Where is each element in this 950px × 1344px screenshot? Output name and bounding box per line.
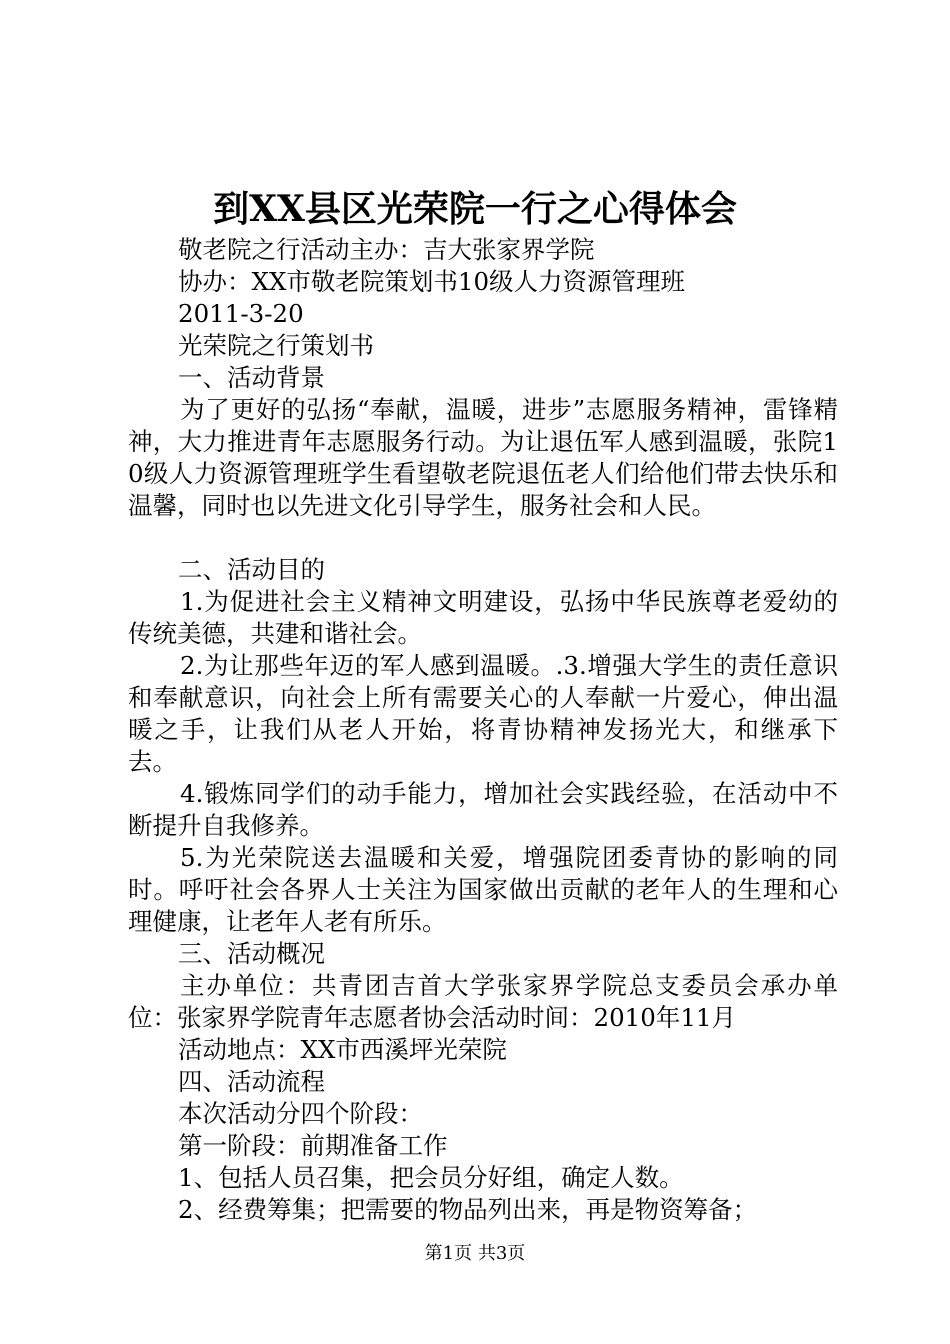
section3-heading: 三、活动概况 — [178, 939, 325, 968]
stage1-line: 第一阶段：前期准备工作 — [178, 1131, 448, 1160]
goal-4-paragraph: 4.锻炼同学们的动手能力，增加社会实践经验，在活动中不断提升自我修养。 — [128, 779, 838, 840]
section1-heading: 一、活动背景 — [178, 363, 325, 392]
organizer-line: 敬老院之行活动主办：吉大张家界学院 — [178, 235, 595, 264]
stages-intro-line: 本次活动分四个阶段： — [178, 1099, 423, 1128]
goal-2-paragraph: 2.为让那些年迈的军人感到温暖。.3.增强大学生的责任意识和奉献意识，向社会上所有需要关心的人奉献一片爱心，伸出温暖之手，让我们从老人开始，将青协精神发扬光大，和继承下去。 — [128, 651, 838, 776]
document-body — [128, 234, 838, 1226]
goal-5-paragraph: 5.为光荣院送去温暖和关爱，增强院团委青协的影响的同时。呼吁社会各界人士关注为国家做出贡献的老年人的生理和心理健康，让老年人老有所乐。 — [128, 843, 838, 936]
section4-heading: 四、活动流程 — [178, 1067, 325, 1096]
page-footer: 第1页 共3页 — [424, 1243, 526, 1264]
blank-line — [128, 522, 838, 554]
step2-line: 2、经费筹集；把需要的物品列出来，再是物资筹备； — [178, 1195, 758, 1224]
section2-heading: 二、活动目的 — [178, 555, 325, 584]
step1-line: 1、包括人员召集，把会员分好组，确定人数。 — [178, 1163, 684, 1192]
goal-1-paragraph: 1.为促进社会主义精神文明建设，弘扬中华民族尊老爱幼的传统美德，共建和谐社会。 — [128, 587, 838, 648]
overview-paragraph: 主办单位：共青团吉首大学张家界学院总支委员会承办单位：张家界学院青年志愿者协会活动时间：2010年11月 — [128, 971, 838, 1032]
date-line: 2011-3-20 — [178, 299, 304, 328]
section1-paragraph: 为了更好的弘扬“奉献，温暖，进步”志愿服务精神，雷锋精神，大力推进青年志愿服务行动。为让退伍军人感到温暖，张院10级人力资源管理班学生看望敬老院退伍老人们给他们带去快乐和温馨，同时也以先进文化引导学生，服务社会和人民。 — [128, 395, 838, 520]
subtitle-line: 光荣院之行策划书 — [178, 331, 374, 360]
co-organizer-line: 协办：XX市敬老院策划书10级人力资源管理班 — [178, 267, 686, 296]
location-line: 活动地点：XX市西溪坪光荣院 — [178, 1035, 507, 1064]
document-title: 到XX县区光荣院一行之心得体会 — [213, 188, 737, 230]
